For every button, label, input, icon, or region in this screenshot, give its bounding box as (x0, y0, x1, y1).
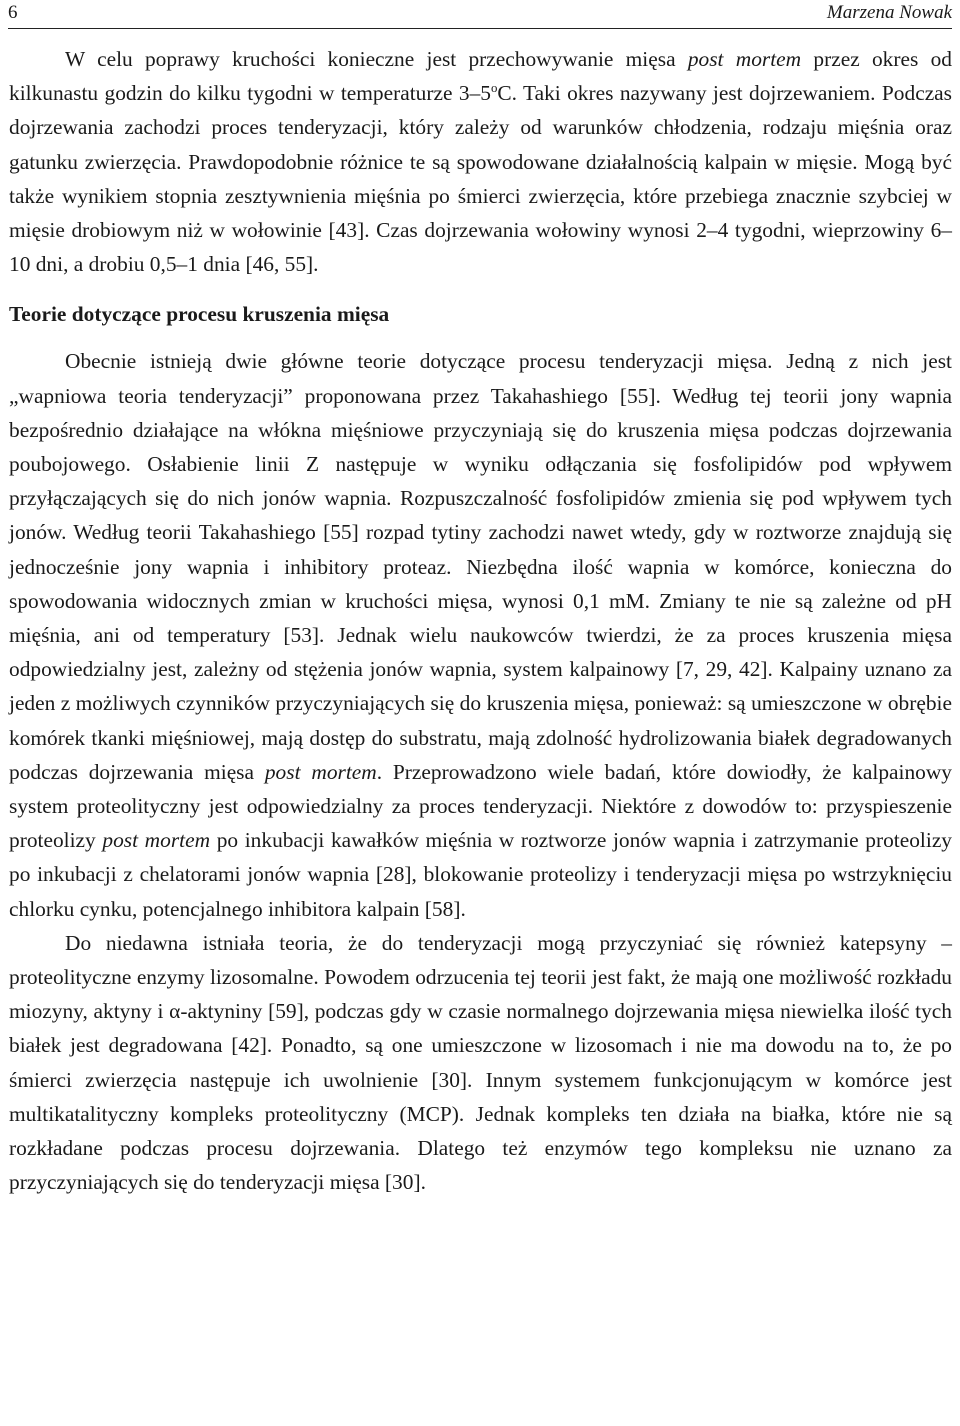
text-span: po inkubacji kawałków mięśnia w roztworze jonów wapnia i zatrzymanie proteolizy po inkubacji z chelatorami jonów wapnia [28], blokowanie proteolizy i tenderyzacji mięsa po wstrzyknięciu chlorku cynku, potencjalnego inhibitora kalpain [58]. (9, 828, 953, 921)
italic-term: post mortem (264, 759, 377, 784)
page-number: 6 (8, 2, 18, 23)
running-author: Marzena Nowak (826, 2, 952, 23)
italic-term: post mortem (102, 828, 211, 853)
section-heading: Teorie dotyczące procesu kruszenia mięsa (9, 302, 390, 327)
paragraph-1 (9, 42, 952, 281)
degree-superscript: o (490, 81, 498, 96)
paragraph-3 (9, 926, 952, 1200)
text-span: Do niedawna istniała teoria, że do tenderyzacji mogą przyczyniać się również katepsyny – proteolityczne enzymy lizosomalne. Powodem odrzucenia tej teorii jest fakt, że mają one możliwość rozkładu miozyny, aktyny i α-aktyniny [59], podczas gdy w czasie normalnego dojrzewania mięsa niewielka ilość tych białek jest degradowana [42]. Ponadto, są one umieszczone w lizosomach i nie ma dowodu na to, że po śmierci zwierzęcia następuje ich uwolnienie [30]. Innym systemem funkcjonującym w komórce jest multikatalityczny kompleks proteolityczny (MCP). Jednak kompleks ten działa na białka, które nie są rozkładane podczas procesu dojrzewania. Dlatego też enzymów tego kompleksu nie uznano za przyczyniających się do tenderyzacji mięsa [30]. (9, 930, 952, 1195)
text-span: C. Taki okres nazywany jest dojrzewaniem. Podczas dojrzewania zachodzi proces tenderyzacji, który zależy od warunków chłodzenia, rodzaju mięśnia oraz gatunku zwierzęcia. Prawdopodobnie różnice te są spowodowane działalnością kalpain w mięsie. Mogą być także wynikiem stopnia zesztywnienia mięśnia po śmierci zwierzęcia, które przebiega znacznie szybciej w mięsie drobiowym niż w wołowinie [43]. Czas dojrzewania wołowiny wynosi 2–4 tygodni, wieprzowiny 6–10 dni, a drobiu 0,5–1 dnia [46, 55]. (9, 81, 953, 277)
document-body (9, 42, 952, 1200)
italic-term: post mortem (687, 47, 802, 71)
text-span: . Przeprowadzono wiele badań, które dowiodły, że kalpainowy system proteolityczny jest odpowiedzialny za proces tenderyzacji. Niektóre z dowodów to: przyspieszenie proteolizy (9, 759, 952, 853)
page-header (8, 0, 952, 29)
paragraph-2 (9, 344, 952, 925)
text-span: Obecnie istnieją dwie główne teorie dotyczące procesu tenderyzacji mięsa. Jedną z nich jest „wapniowa teoria tenderyzacji” proponowana przez Takahashiego [55]. Według tej teorii jony wapnia bezpośrednio działające na włókna mięśniowe przyczyniają się do kruszenia mięsa podczas dojrzewania poubojowego. Osłabienie linii Z następuje w wyniku odłączania się fosfolipidów pod wpływem przyłączających się do nich jonów wapnia. Rozpuszczalność fosfolipidów zmienia się pod wpływem tych jonów. Według teorii Takahashiego [55] rozpad tytiny zachodzi nawet wtedy, gdy w roztworze znajdują się jednocześnie jony wapnia i inhibitory proteaz. Niezbędna ilość wapnia w komórce, konieczna do spowodowania widocznych zmian w kruchości mięsa, wynosi 0,1 mM. Zmiany te nie są zależne od pH mięśnia, ani od temperatury [53]. Jednak wielu naukowców twierdzi, że za proces kruszenia mięsa odpowiedzialny jest, zależny od stężenia jonów wapnia, system kalpainowy [7, 29, 42]. Kalpainy uznano za jeden z możliwych czynników przyczyniających się do kruszenia mięsa, ponieważ: są umieszczone w obrębie komórek tkanki mięśniowej, mają dostęp do substratu, mają zdolność hydrolizowania białek degradowanych podczas dojrzewania mięsa (9, 349, 952, 784)
text-span: przez okres od kilkunastu godzin do kilku tygodni w temperaturze 3–5 (9, 47, 952, 106)
text-span: W celu poprawy kruchości konieczne jest przechowywanie mięsa (65, 47, 688, 71)
